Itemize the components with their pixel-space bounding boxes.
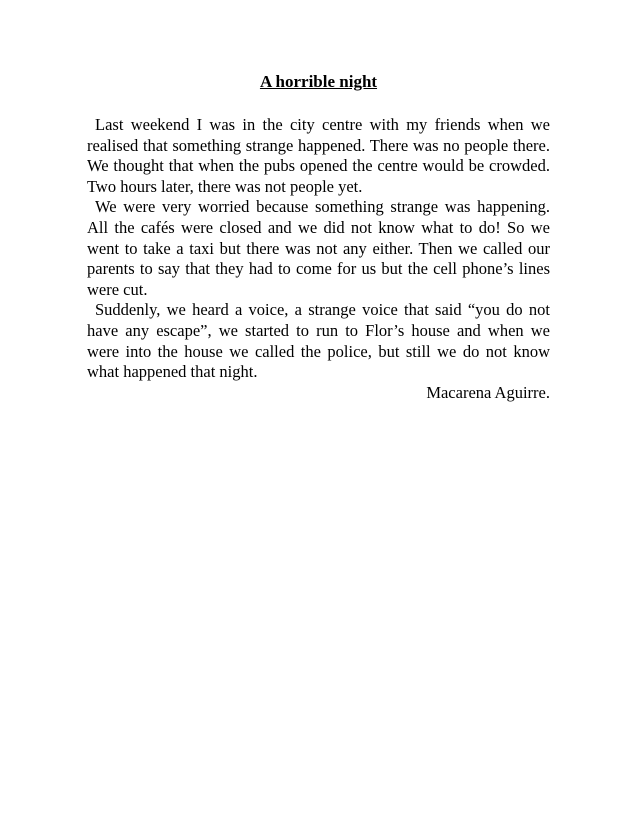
- paragraph-2-text: We were very worried because something strange was happening. All the cafés were closed and we did not know what to do! So we went to take a taxi but there was not any either. Then we called our parents to say that they had to come for us but the cell phone’s lines were cut.: [87, 197, 550, 299]
- document-title: A horrible night: [259, 72, 378, 91]
- paragraph-1-text: Last weekend I was in the city centre with my friends when we realised that something strange happened. There was no people there. We thought that when the pubs opened the centre would be crowded. Two hours later, there was not people yet.: [87, 115, 550, 196]
- paragraph-2: [87, 197, 550, 300]
- paragraph-3: [87, 300, 550, 382]
- document-page: [87, 71, 550, 403]
- paragraph-3-text: Suddenly, we heard a voice, a strange voice that said “you do not have any escape”, we started to run to Flor’s house and when we were into the house we called the police, but still we do not know what happened that night.: [87, 300, 550, 382]
- author-signature: Macarena Aguirre.: [426, 382, 550, 402]
- paragraph-1: [87, 115, 550, 197]
